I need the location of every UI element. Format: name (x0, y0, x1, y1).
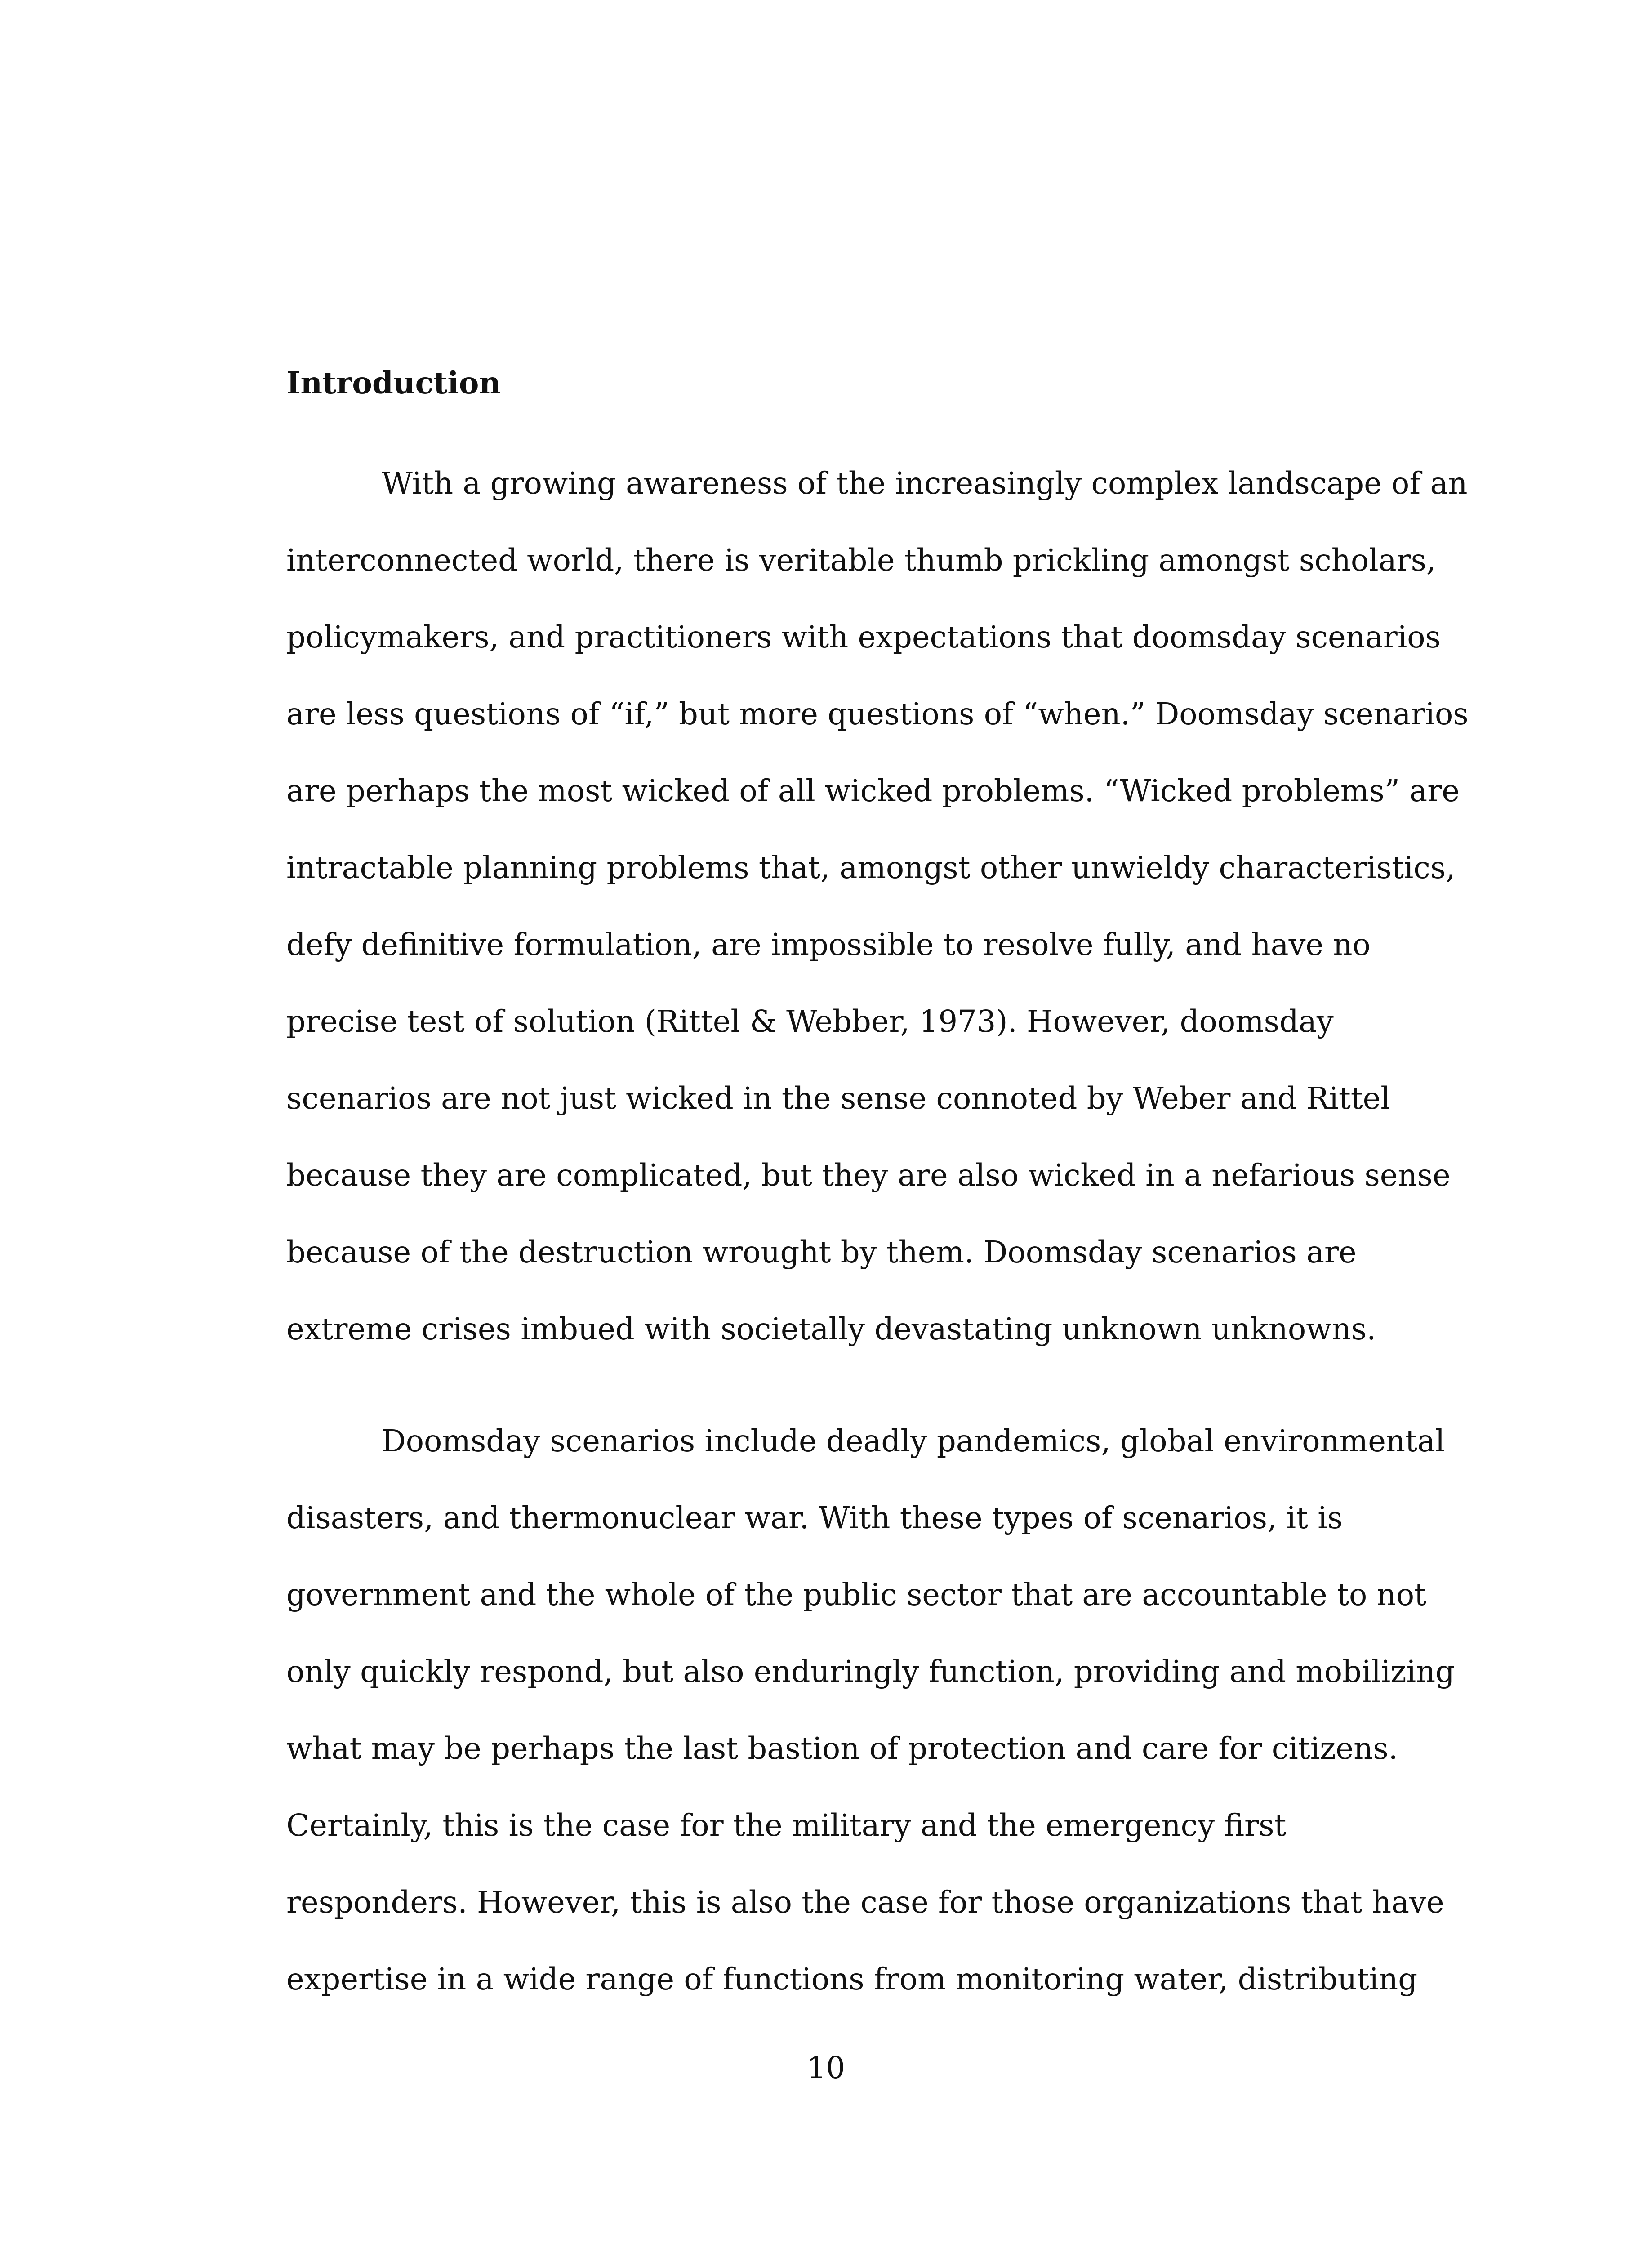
paragraph-line: because they are complicated, but they are also wicked in a nefarious sense (286, 1158, 1451, 1193)
section-heading: Introduction (286, 365, 501, 401)
paragraph-line: only quickly respond, but also enduringly function, providing and mobilizing (286, 1654, 1455, 1689)
paragraph-line: government and the whole of the public sector that are accountable to not (286, 1577, 1427, 1612)
paragraph-line: expertise in a wide range of functions from monitoring water, distributing (286, 1962, 1418, 1997)
paragraph-line: scenarios are not just wicked in the sense connoted by Weber and Rittel (286, 1081, 1390, 1116)
paragraph-line: precise test of solution (Rittel & Webber, 1973). However, doomsday (286, 1004, 1334, 1039)
paragraph-line: because of the destruction wrought by them. Doomsday scenarios are (286, 1235, 1357, 1270)
paragraph-line: are less questions of “if,” but more questions of “when.” Doomsday scenarios (286, 696, 1469, 731)
paragraph-line: extreme crises imbued with societally devastating unknown unknowns. (286, 1311, 1376, 1347)
paragraph-line: disasters, and thermonuclear war. With these types of scenarios, it is (286, 1500, 1343, 1535)
paragraph-line: Doomsday scenarios include deadly pandemics, global environmental (382, 1423, 1445, 1459)
paragraph-line: what may be perhaps the last bastion of protection and care for citizens. (286, 1731, 1398, 1766)
paragraph-line: Certainly, this is the case for the military and the emergency first (286, 1808, 1287, 1843)
paragraph-line: intractable planning problems that, amongst other unwieldy characteristics, (286, 850, 1456, 885)
paragraph-line: are perhaps the most wicked of all wicked problems. “Wicked problems” are (286, 773, 1460, 808)
paragraph-line: interconnected world, there is veritable thumb prickling amongst scholars, (286, 543, 1436, 578)
paragraph-1 (286, 445, 1469, 1368)
paragraph-line: policymakers, and practitioners with expectations that doomsday scenarios (286, 620, 1441, 655)
paragraph-line: defy definitive formulation, are impossible to resolve fully, and have no (286, 927, 1371, 962)
paragraph-line: With a growing awareness of the increasingly complex landscape of an (382, 466, 1468, 501)
paragraph-2 (286, 1403, 1455, 2018)
page-number: 10 (806, 2050, 846, 2085)
paragraph-line: responders. However, this is also the case for those organizations that have (286, 1885, 1444, 1920)
